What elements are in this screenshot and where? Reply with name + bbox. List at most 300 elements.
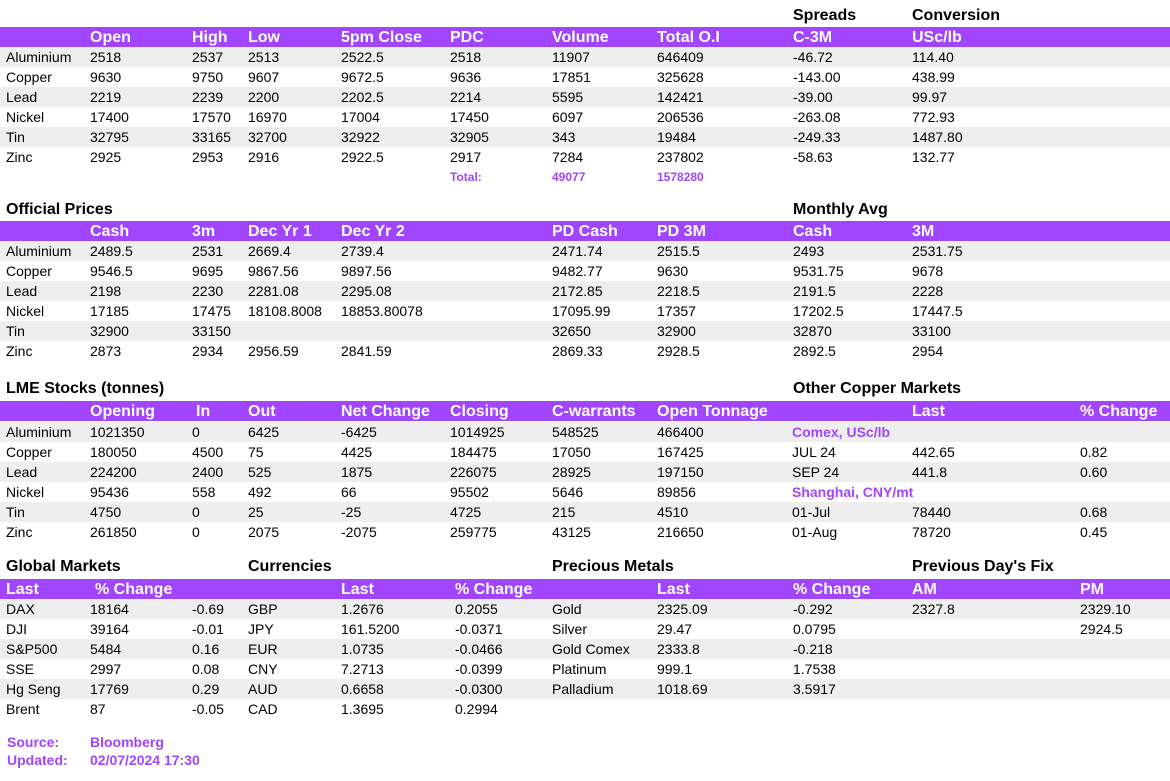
table-cell: 2934 <box>192 343 224 359</box>
table-cell: 11907 <box>552 49 590 65</box>
table-cell: 17475 <box>192 303 231 319</box>
column-header: Closing <box>450 403 509 420</box>
table-cell: 2219 <box>90 89 122 105</box>
table-cell: 441.8 <box>912 464 948 480</box>
column-header: High <box>192 29 228 46</box>
column-header: 3m <box>192 223 216 240</box>
table-cell: 167425 <box>657 444 704 460</box>
table-cell: 2956.59 <box>248 343 299 359</box>
metal-name: Lead <box>6 89 38 105</box>
table-cell: 17447.5 <box>912 303 963 319</box>
table-cell: 2400 <box>192 464 224 480</box>
table-cell: 1.3695 <box>341 701 384 717</box>
metal-name: Tin <box>6 504 25 520</box>
table-cell: 18108.8008 <box>248 303 322 319</box>
table-cell: 132.77 <box>912 149 955 165</box>
table-cell: 32795 <box>90 129 129 145</box>
table-cell: 0.29 <box>192 681 220 697</box>
table-cell: 558 <box>192 484 216 500</box>
table-cell: 197150 <box>657 464 704 480</box>
table-cell: 4750 <box>90 504 122 520</box>
metal-name: Lead <box>6 464 38 480</box>
column-header: PDC <box>450 29 484 46</box>
copper-market-label: Shanghai, CNY/mt <box>792 484 914 500</box>
table-cell: 114.40 <box>912 49 954 65</box>
column-header: Out <box>248 403 276 420</box>
table-cell: 2218.5 <box>657 283 700 299</box>
table-cell: -0.292 <box>793 601 833 617</box>
official-header-row <box>0 221 1170 241</box>
column-header: Open <box>90 29 131 46</box>
table-cell: 0 <box>192 504 200 520</box>
table-cell: 2228 <box>912 283 944 299</box>
table-cell: 17400 <box>90 109 129 125</box>
metal-name: Copper <box>6 69 52 85</box>
table-cell: 2295.08 <box>341 283 392 299</box>
table-cell: 17095.99 <box>552 303 611 319</box>
table-cell: -2075 <box>341 524 377 540</box>
column-header: Last <box>657 581 690 598</box>
table-cell: 772.93 <box>912 109 955 125</box>
table-row <box>0 699 1170 719</box>
table-cell: 32700 <box>248 129 287 145</box>
table-cell: 2873 <box>90 343 122 359</box>
table-cell: 6097 <box>552 109 584 125</box>
table-cell: 161.5200 <box>341 621 400 637</box>
table-cell: -58.63 <box>793 149 833 165</box>
previous-fix-title: Previous Day's Fix <box>912 558 1054 575</box>
table-cell: 9897.56 <box>341 263 392 279</box>
table-cell: 2522.5 <box>341 49 384 65</box>
column-header: Cash <box>90 223 130 240</box>
table-cell: 17202.5 <box>793 303 844 319</box>
total-open-interest: 1578280 <box>657 170 704 184</box>
table-cell: 1.2676 <box>341 601 384 617</box>
table-cell: -25 <box>341 504 362 520</box>
table-cell: -0.05 <box>192 701 224 717</box>
column-header: In <box>196 403 211 420</box>
table-cell: 2329.10 <box>1080 601 1131 617</box>
contract-name: 01-Aug <box>792 524 838 540</box>
table-cell: 2325.09 <box>657 601 708 617</box>
table-cell: 0.68 <box>1080 504 1108 520</box>
table-cell: 4500 <box>192 444 224 460</box>
table-cell: 9695 <box>192 263 224 279</box>
table-row <box>0 619 1170 639</box>
column-header: Low <box>248 29 280 46</box>
column-header: Total O.I <box>657 29 720 46</box>
table-cell: -0.69 <box>192 601 224 617</box>
table-cell: -0.0371 <box>455 621 503 637</box>
total-label: Total: <box>450 170 482 184</box>
column-header: C-3M <box>793 29 833 46</box>
metal-name: Tin <box>6 323 25 339</box>
table-cell: 17851 <box>552 69 591 85</box>
table-cell: -39.00 <box>793 89 833 105</box>
table-cell: 2531.75 <box>912 243 963 259</box>
metal-name: Zinc <box>6 524 33 540</box>
table-cell: 548525 <box>552 424 599 440</box>
table-cell: 32900 <box>90 323 129 339</box>
column-header: PM <box>1080 581 1104 598</box>
table-cell: 6425 <box>248 424 280 440</box>
table-cell: 9867.56 <box>248 263 299 279</box>
column-header: PD Cash <box>552 223 618 240</box>
contract-name: SEP 24 <box>792 464 840 480</box>
table-cell: 2953 <box>192 149 224 165</box>
table-row <box>0 679 1170 699</box>
table-row <box>0 482 1170 502</box>
table-row <box>0 281 1170 301</box>
table-cell: -143.00 <box>793 69 841 85</box>
metal-name: Aluminium <box>6 424 72 440</box>
table-cell: 9636 <box>450 69 482 85</box>
column-header: Volume <box>552 29 609 46</box>
table-cell: 17004 <box>341 109 380 125</box>
table-cell: 259775 <box>450 524 497 540</box>
metal-name: Nickel <box>6 303 45 319</box>
table-row <box>0 87 1170 107</box>
table-cell: SSE <box>6 661 35 677</box>
table-cell: 0.82 <box>1080 444 1108 460</box>
table-cell: 2513 <box>248 49 280 65</box>
table-cell: 2489.5 <box>90 243 133 259</box>
table-cell: 492 <box>248 484 272 500</box>
table-cell: 89856 <box>657 484 696 500</box>
table-cell: 99.97 <box>912 89 948 105</box>
table-cell: 33100 <box>912 323 951 339</box>
table-cell: 261850 <box>90 524 137 540</box>
table-cell: 5646 <box>552 484 584 500</box>
stocks-header-row <box>0 401 1170 421</box>
table-row <box>0 422 1170 442</box>
table-cell: 1018.69 <box>657 681 708 697</box>
metal-name: Aluminium <box>6 243 72 259</box>
column-header: % Change <box>793 581 871 598</box>
table-cell: 224200 <box>90 464 137 480</box>
column-header: AM <box>912 581 937 598</box>
table-cell: 9630 <box>657 263 689 279</box>
table-cell: 325628 <box>657 69 704 85</box>
table-row <box>0 659 1170 679</box>
metal-name: Tin <box>6 129 25 145</box>
table-cell: 0 <box>192 524 200 540</box>
table-cell: 999.1 <box>657 661 693 677</box>
column-header: USc/lb <box>912 29 962 46</box>
table-cell: 237802 <box>657 149 704 165</box>
table-row <box>0 442 1170 462</box>
table-cell: 32905 <box>450 129 489 145</box>
column-header: % Change <box>95 581 173 598</box>
table-cell: 180050 <box>90 444 137 460</box>
column-header: 5pm Close <box>341 29 422 46</box>
table-row <box>0 261 1170 281</box>
source-label: Source: <box>7 734 60 750</box>
table-cell: 1021350 <box>90 424 145 440</box>
table-cell: 2518 <box>450 49 482 65</box>
table-cell: GBP <box>248 601 278 617</box>
table-cell: 1.7538 <box>793 661 836 677</box>
table-row <box>0 301 1170 321</box>
table-cell: 2954 <box>912 343 944 359</box>
table-cell: 2531 <box>192 243 224 259</box>
table-cell: 2327.8 <box>912 601 955 617</box>
table-cell: 1.0735 <box>341 641 384 657</box>
table-cell: 2333.8 <box>657 641 700 657</box>
contract-name: 01-Jul <box>792 504 831 520</box>
table-cell: 2892.5 <box>793 343 836 359</box>
table-cell: EUR <box>248 641 278 657</box>
table-cell: 19484 <box>657 129 696 145</box>
table-cell: 18164 <box>90 601 129 617</box>
column-header: Open Tonnage <box>657 403 768 420</box>
table-cell: 75 <box>248 444 264 460</box>
table-cell: 9672.5 <box>341 69 384 85</box>
column-header: Last <box>6 581 39 598</box>
column-header: Dec Yr 1 <box>248 223 312 240</box>
table-cell: 33165 <box>192 129 231 145</box>
table-cell: 25 <box>248 504 264 520</box>
table-cell: DAX <box>6 601 35 617</box>
table-row <box>0 321 1170 341</box>
table-cell: 442.65 <box>912 444 955 460</box>
table-cell: 87 <box>90 701 106 717</box>
table-cell: 0.2055 <box>455 601 498 617</box>
metal-name: Copper <box>6 444 52 460</box>
table-cell: 206536 <box>657 109 704 125</box>
table-cell: 0.16 <box>192 641 220 657</box>
table-cell: 17769 <box>90 681 129 697</box>
metal-name: Nickel <box>6 484 45 500</box>
table-cell: 4510 <box>657 504 689 520</box>
table-cell: 1487.80 <box>912 129 963 145</box>
table-cell: 5484 <box>90 641 122 657</box>
updated-value: 02/07/2024 17:30 <box>90 752 200 768</box>
table-cell: 32650 <box>552 323 591 339</box>
table-cell: 343 <box>552 129 576 145</box>
other-copper-title: Other Copper Markets <box>793 380 962 397</box>
table-cell: 66 <box>341 484 357 500</box>
table-cell: 2214 <box>450 89 482 105</box>
table-cell: 32922 <box>341 129 380 145</box>
table-cell: 7284 <box>552 149 584 165</box>
table-cell: Palladium <box>552 681 614 697</box>
table-row <box>0 147 1170 167</box>
table-cell: 39164 <box>90 621 129 637</box>
table-cell: CNY <box>248 661 278 677</box>
table-cell: -0.01 <box>192 621 224 637</box>
table-cell: 9546.5 <box>90 263 133 279</box>
table-cell: 2202.5 <box>341 89 384 105</box>
table-row <box>0 241 1170 261</box>
table-cell: Platinum <box>552 661 607 677</box>
copper-market-label: Comex, USc/lb <box>792 424 891 440</box>
table-cell: 216650 <box>657 524 704 540</box>
table-cell: 0.45 <box>1080 524 1108 540</box>
lme-stocks-title: LME Stocks (tonnes) <box>6 380 165 397</box>
table-row <box>0 599 1170 619</box>
metal-name: Aluminium <box>6 49 72 65</box>
table-cell: DJI <box>6 621 27 637</box>
table-cell: 2928.5 <box>657 343 700 359</box>
table-cell: 0 <box>192 424 200 440</box>
table-cell: 1875 <box>341 464 373 480</box>
table-cell: -0.218 <box>793 641 833 657</box>
table-cell: S&P500 <box>6 641 58 657</box>
table-cell: 142421 <box>657 89 704 105</box>
table-cell: 2924.5 <box>1080 621 1123 637</box>
table-cell: 17050 <box>552 444 591 460</box>
table-cell: 2997 <box>90 661 122 677</box>
table-cell: 78440 <box>912 504 951 520</box>
column-header: Cash <box>793 223 833 240</box>
table-cell: -0.0300 <box>455 681 503 697</box>
metal-name: Zinc <box>6 343 33 359</box>
global-markets-title: Global Markets <box>6 558 121 575</box>
table-cell: 2239 <box>192 89 224 105</box>
table-cell: 95436 <box>90 484 129 500</box>
table-cell: 9630 <box>90 69 122 85</box>
table-cell: 95502 <box>450 484 489 500</box>
table-cell: Gold Comex <box>552 641 630 657</box>
table-cell: 2172.85 <box>552 283 603 299</box>
table-cell: 43125 <box>552 524 591 540</box>
contract-name: JUL 24 <box>792 444 836 460</box>
table-cell: Gold <box>552 601 582 617</box>
table-cell: 466400 <box>657 424 704 440</box>
table-cell: 17450 <box>450 109 489 125</box>
table-cell: 2471.74 <box>552 243 603 259</box>
table-cell: 215 <box>552 504 576 520</box>
table-cell: 2230 <box>192 283 224 299</box>
table-cell: AUD <box>248 681 278 697</box>
table-row <box>0 127 1170 147</box>
table-cell: 2739.4 <box>341 243 384 259</box>
table-cell: -0.0399 <box>455 661 503 677</box>
table-cell: 18853.80078 <box>341 303 423 319</box>
table-cell: 0.0795 <box>793 621 836 637</box>
table-cell: 226075 <box>450 464 497 480</box>
bottom-header-row <box>0 579 1170 599</box>
source-value: Bloomberg <box>90 734 164 750</box>
table-cell: 29.47 <box>657 621 693 637</box>
column-header: Dec Yr 2 <box>341 223 405 240</box>
table-cell: 2916 <box>248 149 280 165</box>
monthly-avg-title: Monthly Avg <box>793 201 888 218</box>
table-cell: 9678 <box>912 263 944 279</box>
table-cell: -249.33 <box>793 129 841 145</box>
table-cell: 2841.59 <box>341 343 392 359</box>
table-cell: 9750 <box>192 69 224 85</box>
metal-name: Lead <box>6 283 38 299</box>
table-cell: 9531.75 <box>793 263 844 279</box>
table-cell: 33150 <box>192 323 231 339</box>
table-cell: 0.08 <box>192 661 220 677</box>
table-cell: 4425 <box>341 444 373 460</box>
updated-label: Updated: <box>7 752 68 768</box>
table-cell: 32870 <box>793 323 832 339</box>
table-row <box>0 639 1170 659</box>
table-cell: 2669.4 <box>248 243 291 259</box>
table-row <box>0 341 1170 361</box>
precious-metals-title: Precious Metals <box>552 558 674 575</box>
table-cell: 4725 <box>450 504 482 520</box>
table-cell: 32900 <box>657 323 696 339</box>
table-cell: 2200 <box>248 89 280 105</box>
table-cell: 28925 <box>552 464 591 480</box>
table-cell: 2281.08 <box>248 283 299 299</box>
table-cell: 7.2713 <box>341 661 384 677</box>
table-cell: 646409 <box>657 49 704 65</box>
table-row <box>0 47 1170 67</box>
metal-name: Copper <box>6 263 52 279</box>
table-cell: Silver <box>552 621 588 637</box>
table-cell: 438.99 <box>912 69 955 85</box>
table-cell: 17185 <box>90 303 129 319</box>
table-cell: 17570 <box>192 109 231 125</box>
table-cell: -6425 <box>341 424 377 440</box>
table-cell: 16970 <box>248 109 287 125</box>
table-row <box>0 522 1170 542</box>
column-header: Opening <box>90 403 155 420</box>
column-header: Last <box>341 581 374 598</box>
spreads-title: Spreads <box>793 7 857 24</box>
table-cell: 2518 <box>90 49 122 65</box>
table-cell: 5595 <box>552 89 584 105</box>
total-volume: 49077 <box>552 170 586 184</box>
currencies-title: Currencies <box>248 558 332 575</box>
table-cell: 2917 <box>450 149 482 165</box>
table-cell: 2198 <box>90 283 122 299</box>
column-header: % Change <box>455 581 533 598</box>
column-header: PD 3M <box>657 223 706 240</box>
table-cell: 2925 <box>90 149 122 165</box>
metal-name: Zinc <box>6 149 33 165</box>
metal-name: Nickel <box>6 109 45 125</box>
column-header: C-warrants <box>552 403 636 420</box>
table-cell: 17357 <box>657 303 696 319</box>
table-cell: 9607 <box>248 69 280 85</box>
table-cell: 0.6658 <box>341 681 384 697</box>
conversion-title: Conversion <box>912 7 1001 24</box>
table-cell: -46.72 <box>793 49 833 65</box>
table-cell: 2075 <box>248 524 280 540</box>
table-cell: 2493 <box>793 243 825 259</box>
table-row <box>0 502 1170 522</box>
table-row <box>0 462 1170 482</box>
table-cell: 78720 <box>912 524 951 540</box>
column-header: Net Change <box>341 403 430 420</box>
table-cell: 2922.5 <box>341 149 384 165</box>
table-cell: 9482.77 <box>552 263 603 279</box>
table-cell: -0.0466 <box>455 641 503 657</box>
table-cell: 184475 <box>450 444 497 460</box>
top-header-row <box>0 27 1170 47</box>
table-cell: 2869.33 <box>552 343 603 359</box>
table-cell: 3.5917 <box>793 681 836 697</box>
table-cell: 1014925 <box>450 424 505 440</box>
table-cell: 0.60 <box>1080 464 1108 480</box>
column-header: 3M <box>912 223 935 240</box>
table-cell: Brent <box>6 701 40 717</box>
table-cell: -263.08 <box>793 109 841 125</box>
column-header: Last <box>912 403 945 420</box>
table-cell: 0.2994 <box>455 701 498 717</box>
table-row <box>0 67 1170 87</box>
table-cell: 2537 <box>192 49 224 65</box>
column-header: % Change <box>1080 403 1158 420</box>
table-cell: 2191.5 <box>793 283 836 299</box>
